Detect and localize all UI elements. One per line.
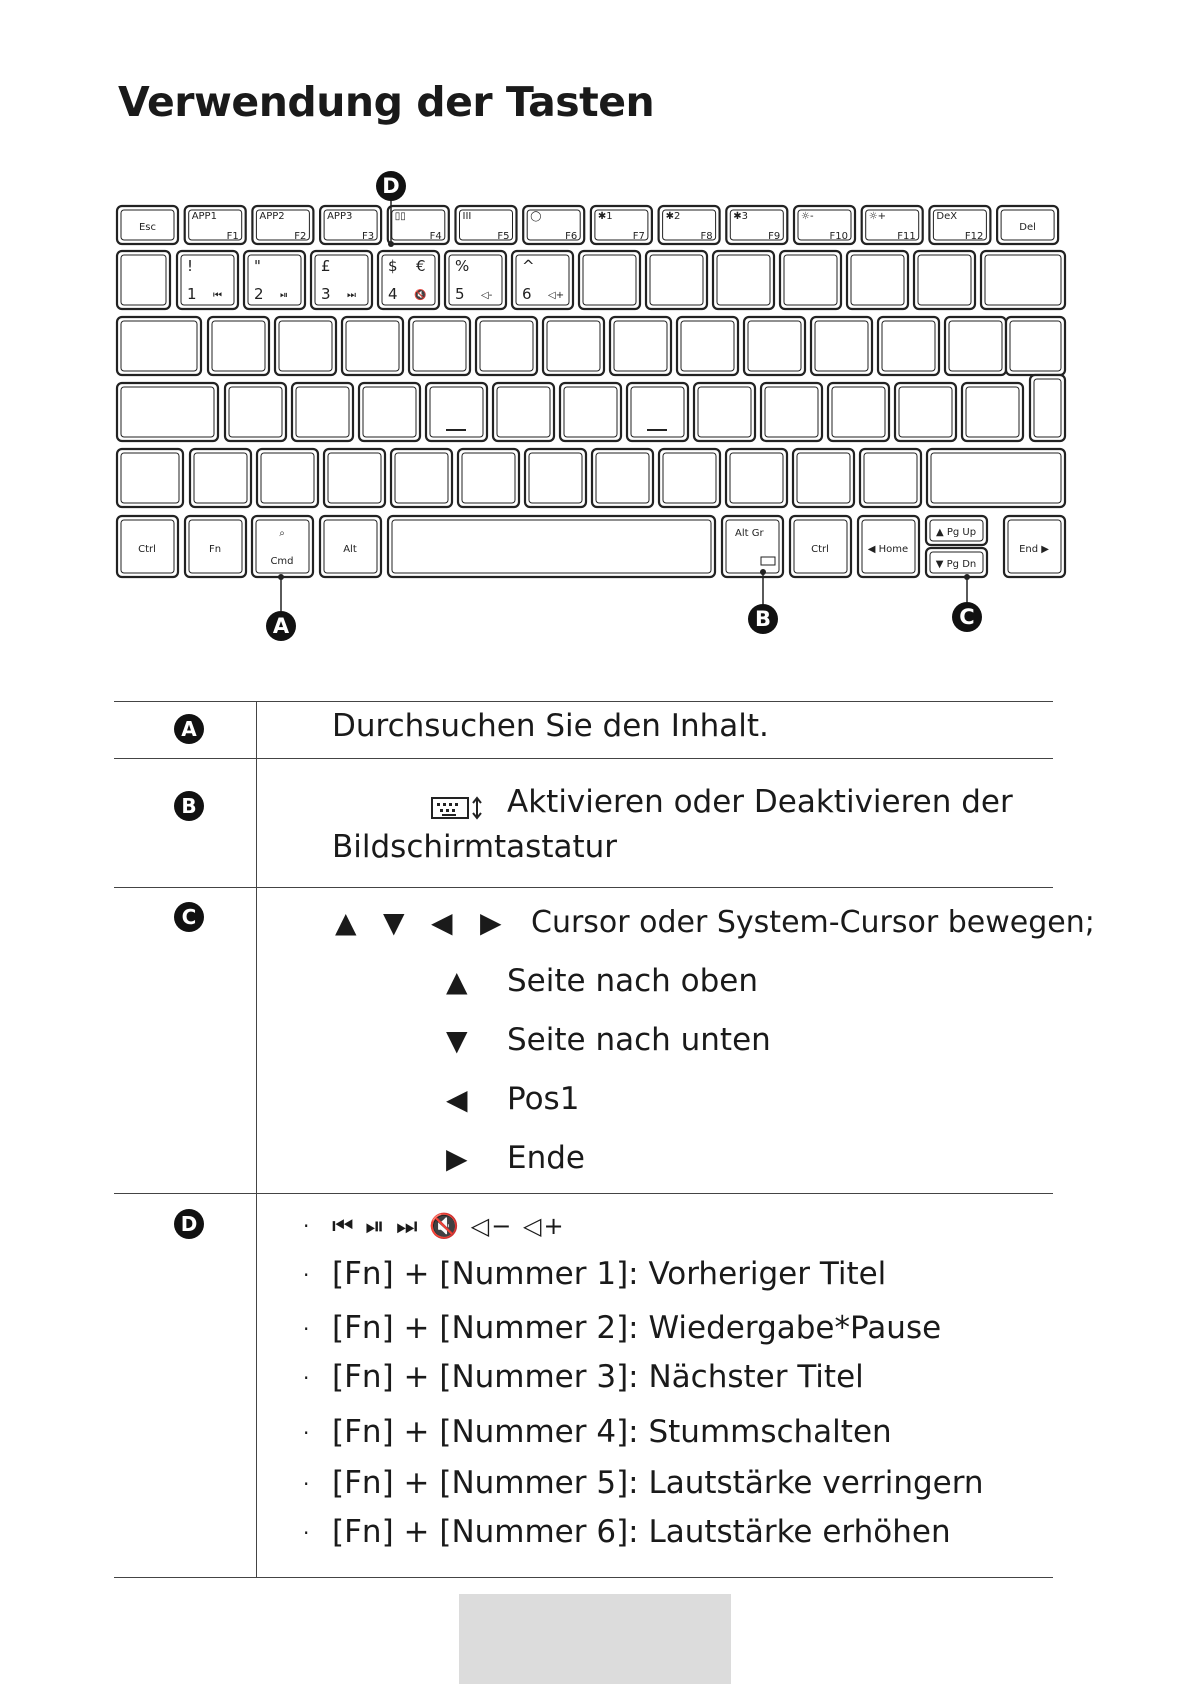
key-caps — [117, 383, 218, 441]
key-number-4 — [378, 251, 439, 309]
key-label: End ▶ — [1019, 544, 1049, 555]
key-row2-blank-2 — [713, 251, 774, 309]
key-row5-8 — [726, 449, 787, 507]
key-label: ▲ Pg Up — [935, 527, 977, 538]
key-label-top: APP1 — [191, 211, 217, 222]
key-label: Del — [1019, 222, 1036, 233]
key-row5-9 — [793, 449, 854, 507]
key-label: Cmd — [270, 556, 294, 567]
key-enter-top — [1006, 317, 1065, 375]
key-pgdn — [926, 548, 987, 577]
callout-badge-d: D — [174, 1209, 204, 1239]
key-row3-11 — [945, 317, 1006, 375]
key-row3-5 — [543, 317, 604, 375]
key-row5-4 — [458, 449, 519, 507]
key-label: Alt — [343, 544, 357, 555]
key-label-fn: F8 — [700, 231, 713, 242]
bullet: · — [303, 1366, 310, 1390]
key-label: Alt Gr — [735, 528, 764, 539]
row-c-text-5: Ende — [507, 1140, 585, 1176]
key-tab — [117, 317, 201, 375]
key-number: 3 — [321, 285, 331, 303]
end-arrow-icon: ▶ — [446, 1142, 468, 1175]
key-label-fn: F4 — [429, 231, 442, 242]
onscreen-keyboard-icon — [761, 557, 775, 565]
key-row4-1 — [292, 383, 353, 441]
key-label: Fn — [208, 544, 222, 555]
right-arrow-icon: ▶ — [480, 906, 502, 939]
callout-badge-a: A — [174, 714, 204, 744]
key-label-top: ✱3 — [733, 211, 749, 222]
key-row4-7 — [694, 383, 755, 441]
pgdn-arrow-icon: ▼ — [446, 1024, 468, 1057]
key-row1-13 — [997, 206, 1058, 244]
key-label-top: ◯ — [530, 211, 542, 222]
key-row4-2 — [359, 383, 420, 441]
key-row4-6 — [627, 383, 688, 441]
keyboard-diagram — [0, 0, 1191, 650]
table-column-divider — [256, 701, 257, 1577]
key-space — [388, 516, 715, 577]
key-row5-2 — [324, 449, 385, 507]
row-c-text-4: Pos1 — [507, 1081, 580, 1117]
key-row3-4 — [476, 317, 537, 375]
key-row3-0 — [208, 317, 269, 375]
key-row1-8 — [659, 206, 720, 244]
key-symbol: " — [254, 257, 261, 275]
key-row1-11 — [862, 206, 923, 244]
key-label-top: ▯▯ — [394, 211, 406, 222]
row-d-text-6: [Fn] + [Nummer 6]: Lautstärke erhöhen — [332, 1514, 951, 1550]
key-row1-5 — [456, 206, 517, 244]
key-label: ◀ Home — [867, 544, 909, 555]
row-c-text-2: Seite nach oben — [507, 963, 758, 999]
row-d-text-4: [Fn] + [Nummer 4]: Stummschalten — [332, 1414, 892, 1450]
key-altgr — [722, 516, 783, 577]
key-end — [1004, 516, 1065, 577]
table-rule — [114, 1577, 1053, 1578]
callout-d-letter: D — [382, 174, 400, 198]
key-label-top: ✱2 — [665, 211, 681, 222]
key-row3-1 — [275, 317, 336, 375]
pgup-arrow-icon: ▲ — [446, 965, 468, 998]
key-label-fn: F3 — [361, 231, 375, 242]
row-c-text-1: Cursor oder System-Cursor bewegen; — [531, 905, 1095, 940]
home-arrow-icon: ◀ — [446, 1083, 468, 1116]
key-row4-11 — [962, 383, 1023, 441]
key-row1-9 — [726, 206, 787, 244]
callout-badge-c: C — [174, 902, 204, 932]
key-row3-10 — [878, 317, 939, 375]
media-icons-row: ⏮ ⏯ ⏭ 🔇 ◁− ◁+ — [332, 1212, 566, 1240]
key-number-5 — [445, 251, 506, 309]
key-label: Esc — [138, 222, 157, 233]
media-icon: ◁- — [481, 290, 493, 301]
key-label-fn: F10 — [829, 231, 848, 242]
key-row3-7 — [677, 317, 738, 375]
key-row4-10 — [895, 383, 956, 441]
key-row1-12 — [929, 206, 990, 244]
key-backspace — [981, 251, 1065, 309]
key-grave — [117, 251, 170, 309]
key-pgup — [926, 516, 987, 545]
key-number: 2 — [254, 285, 264, 303]
key-label-fn: F1 — [226, 231, 239, 242]
key-row2-blank-0 — [579, 251, 640, 309]
key-symbol: $ — [388, 257, 398, 275]
media-icon: 🔇 — [414, 290, 427, 301]
key-home — [858, 516, 919, 577]
key-row4-4 — [493, 383, 554, 441]
key-number-3 — [311, 251, 372, 309]
key-row5-5 — [525, 449, 586, 507]
row-d-text-5: [Fn] + [Nummer 5]: Lautstärke verringern — [332, 1465, 984, 1501]
key-number: 6 — [522, 285, 532, 303]
callout-b-dot — [760, 569, 766, 575]
key-label: ▼ Pg Dn — [935, 559, 977, 570]
key-symbol-2: € — [416, 257, 426, 275]
key-row1-0 — [117, 206, 178, 244]
key-label-top: DeX — [936, 211, 958, 222]
key-fn — [185, 516, 246, 577]
media-icon: ◁+ — [548, 290, 565, 301]
key-number-6 — [512, 251, 573, 309]
key-row3-9 — [811, 317, 872, 375]
row-d-text-3: [Fn] + [Nummer 3]: Nächster Titel — [332, 1359, 864, 1395]
key-row3-6 — [610, 317, 671, 375]
key-symbol: £ — [321, 257, 331, 275]
key-row1-3 — [320, 206, 381, 244]
page-title: Verwendung der Tasten — [118, 78, 655, 126]
left-arrow-icon: ◀ — [431, 906, 453, 939]
table-rule — [114, 1193, 1053, 1194]
search-icon: ⌕ — [279, 528, 285, 539]
key-ctrl-right — [790, 516, 851, 577]
key-label: Ctrl — [138, 544, 156, 555]
key-row4-3 — [426, 383, 487, 441]
key-label-top: ☼+ — [868, 211, 887, 222]
onscreen-keyboard-icon — [431, 795, 485, 821]
callout-b-letter: B — [754, 607, 772, 631]
key-label-fn: F5 — [497, 231, 510, 242]
row-b-text-1: Aktivieren oder Deaktivieren der — [507, 784, 1013, 820]
key-label: Ctrl — [811, 544, 829, 555]
key-row3-2 — [342, 317, 403, 375]
key-number: 1 — [187, 285, 197, 303]
key-label-fn: F6 — [565, 231, 578, 242]
key-symbol: ^ — [522, 257, 535, 275]
key-row1-1 — [185, 206, 246, 244]
key-row2-blank-5 — [914, 251, 975, 309]
callout-a-letter: A — [272, 614, 290, 638]
callout-c-dot — [964, 574, 970, 580]
media-icon: ⏯ — [280, 290, 288, 301]
key-label-top: APP3 — [327, 211, 353, 222]
key-row5-1 — [257, 449, 318, 507]
key-row1-7 — [591, 206, 652, 244]
key-enter-bottom — [1030, 375, 1065, 441]
callout-d-dot — [388, 241, 394, 247]
key-symbol: ! — [187, 257, 194, 275]
table-rule — [114, 758, 1053, 759]
key-number-1 — [177, 251, 238, 309]
key-number: 4 — [388, 285, 398, 303]
bullet: · — [303, 1472, 310, 1496]
bullet: · — [303, 1263, 310, 1287]
key-symbol: % — [455, 257, 470, 275]
key-row1-2 — [252, 206, 313, 244]
key-cmd — [252, 516, 313, 577]
down-arrow-icon: ▼ — [383, 906, 405, 939]
key-row4-8 — [761, 383, 822, 441]
row-b-text-2: Bildschirmtastatur — [332, 829, 618, 865]
row-d-text-2: [Fn] + [Nummer 2]: Wiedergabe*Pause — [332, 1310, 942, 1346]
callout-badge-b: B — [174, 791, 204, 821]
key-label-fn: F2 — [294, 231, 307, 242]
key-row1-10 — [794, 206, 855, 244]
key-row4-9 — [828, 383, 889, 441]
key-shift-right — [927, 449, 1065, 507]
key-label-fn: F12 — [964, 231, 984, 242]
bullet: · — [303, 1521, 310, 1545]
key-row5-0 — [190, 449, 251, 507]
key-label-top: III — [462, 211, 472, 222]
key-label-fn: F9 — [768, 231, 781, 242]
bullet: · — [303, 1317, 310, 1341]
key-row4-0 — [225, 383, 286, 441]
key-row5-3 — [391, 449, 452, 507]
row-a-text: Durchsuchen Sie den Inhalt. — [332, 708, 769, 744]
key-label-top: ☼- — [801, 211, 814, 222]
callout-a-dot — [278, 574, 284, 580]
key-row3-8 — [744, 317, 805, 375]
media-icon: ⏭ — [347, 290, 356, 301]
key-ctrl-left — [117, 516, 178, 577]
key-number-2 — [244, 251, 305, 309]
key-row1-4 — [388, 206, 449, 244]
key-number: 5 — [455, 285, 465, 303]
bullet: · — [303, 1421, 310, 1445]
key-label-fn: F7 — [632, 231, 645, 242]
key-shift-left — [117, 449, 183, 507]
key-alt — [320, 516, 381, 577]
row-c-text-3: Seite nach unten — [507, 1022, 771, 1058]
key-row4-5 — [560, 383, 621, 441]
key-row2-blank-3 — [780, 251, 841, 309]
key-row2-blank-1 — [646, 251, 707, 309]
key-row1-6 — [523, 206, 584, 244]
key-row5-7 — [659, 449, 720, 507]
callout-c-letter: C — [959, 605, 975, 629]
media-icon: ⏮ — [213, 290, 222, 301]
table-rule — [114, 701, 1053, 702]
key-row5-10 — [860, 449, 921, 507]
page-footer-tab — [459, 1594, 731, 1684]
key-label-fn: F11 — [897, 231, 916, 242]
table-rule — [114, 887, 1053, 888]
key-row3-3 — [409, 317, 470, 375]
key-label-top: ✱1 — [597, 211, 613, 222]
key-row2-blank-4 — [847, 251, 908, 309]
key-label-top: APP2 — [259, 211, 285, 222]
bullet: · — [303, 1214, 310, 1238]
up-arrow-icon: ▲ — [335, 906, 357, 939]
key-row5-6 — [592, 449, 653, 507]
row-d-text-1: [Fn] + [Nummer 1]: Vorheriger Titel — [332, 1256, 887, 1292]
